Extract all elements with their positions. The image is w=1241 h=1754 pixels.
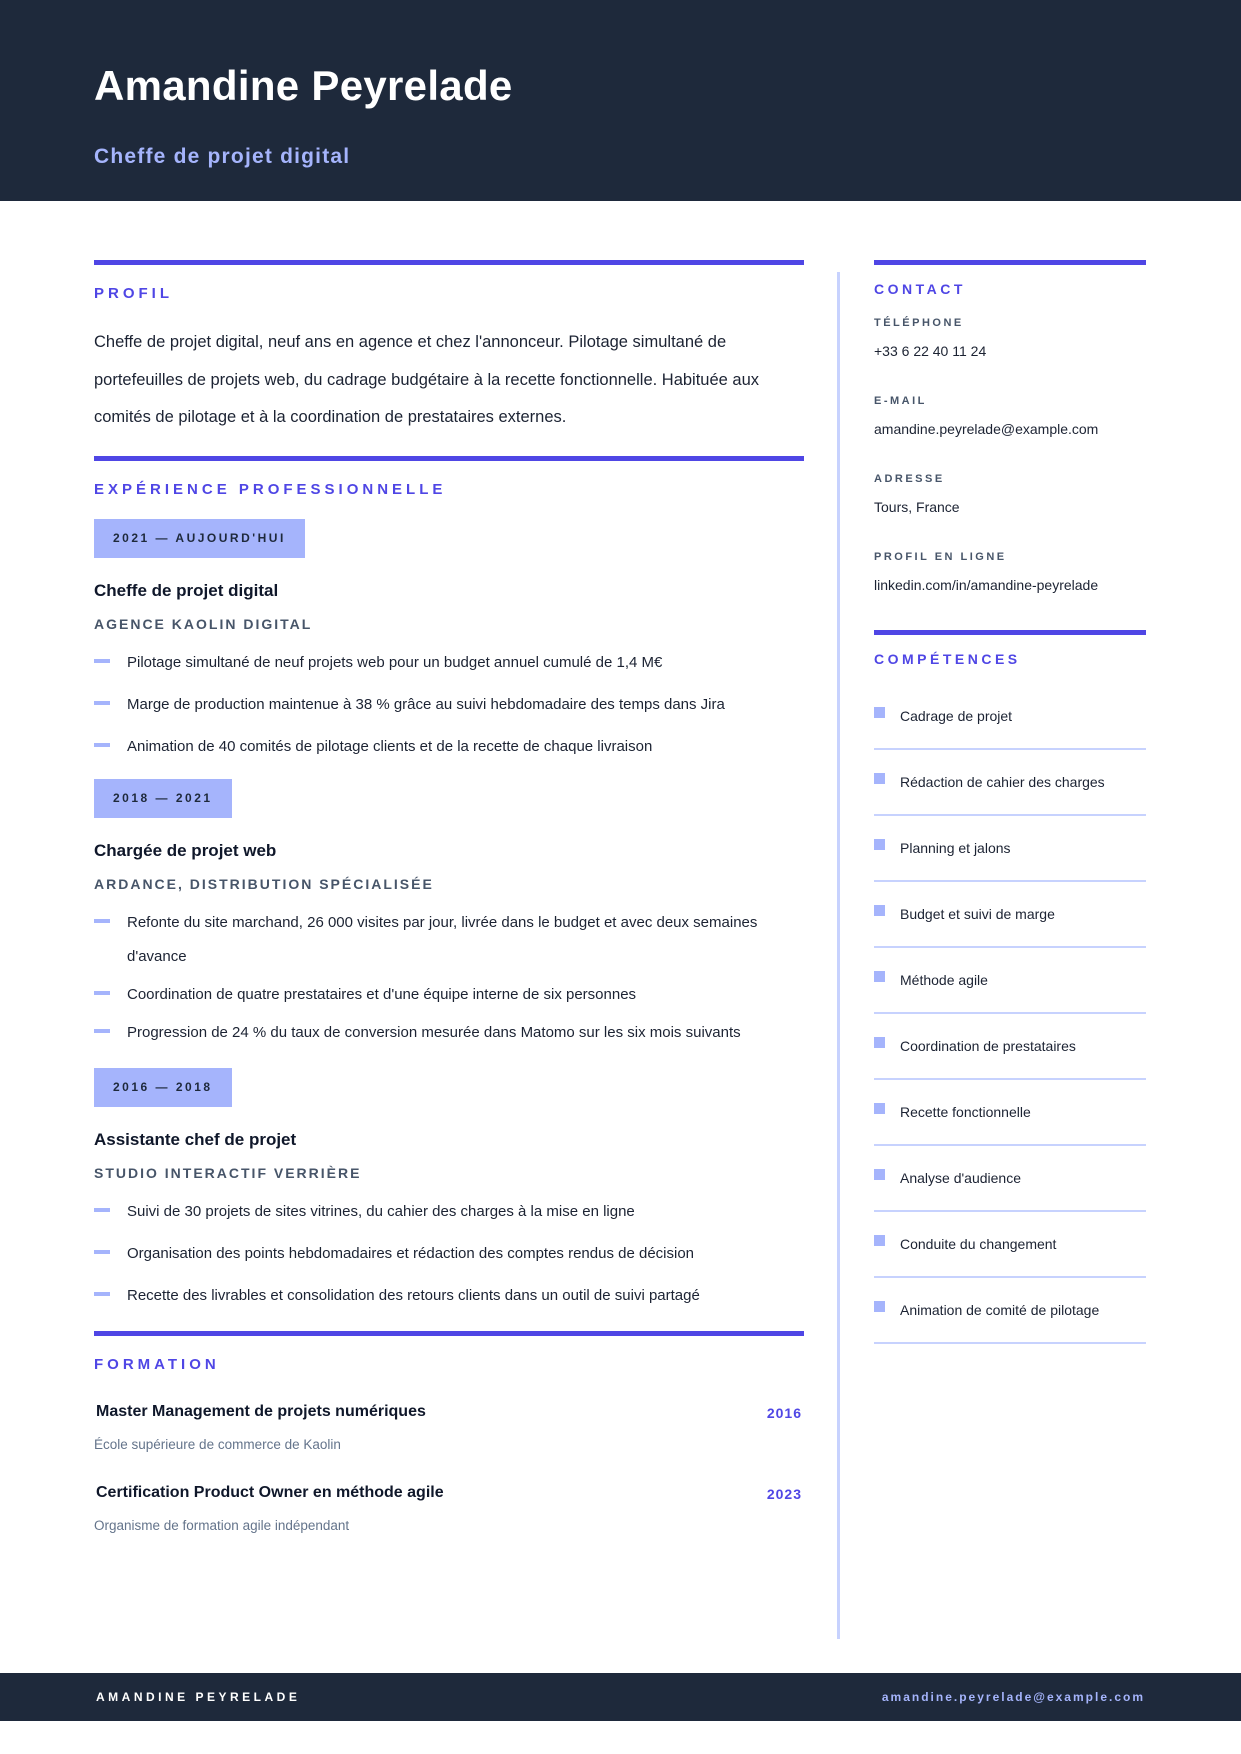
- job-company: ARDANCE, DISTRIBUTION SPÉCIALISÉE: [94, 875, 434, 892]
- job-bullet: Progression de 24 % du taux de conversion mesurée dans Matomo sur les six mois suivants: [94, 1016, 804, 1050]
- phone-label: TÉLÉPHONE: [874, 317, 964, 329]
- job-entry: [94, 1068, 804, 1313]
- job-title: Cheffe de projet digital: [94, 580, 279, 600]
- candidate-name: Amandine Peyrelade: [94, 62, 513, 109]
- skill-item: Animation de comité de pilotage: [874, 1278, 1146, 1344]
- job-period-badge: 2018 — 2021: [94, 779, 232, 818]
- job-company: STUDIO INTERACTIF VERRIÈRE: [94, 1164, 362, 1181]
- section-rule: [94, 1331, 804, 1336]
- candidate-role: Cheffe de projet digital: [94, 145, 351, 168]
- address-label: ADRESSE: [874, 473, 945, 485]
- resume-header: [0, 0, 1241, 201]
- education-year: 2023: [766, 1485, 802, 1502]
- job-bullet: Pilotage simultané de neuf projets web pour un budget annuel cumulé de 1,4 M€: [94, 646, 804, 680]
- job-entry: [94, 519, 804, 764]
- footer-name: AMANDINE PEYRELADE: [96, 1690, 301, 1704]
- skill-item: Méthode agile: [874, 948, 1146, 1014]
- main-column: [94, 260, 804, 1533]
- skill-item: Coordination de prestataires: [874, 1014, 1146, 1080]
- job-bullets: [94, 906, 804, 1050]
- education-entry: [94, 1403, 804, 1452]
- profile-heading: PROFIL: [94, 285, 173, 302]
- skill-item: Budget et suivi de marge: [874, 882, 1146, 948]
- job-bullet: Refonte du site marchand, 26 000 visites par jour, livrée dans le budget et avec deux semaines d'avance: [94, 906, 794, 974]
- phone-value: +33 6 22 40 11 24: [874, 343, 987, 359]
- job-bullet: Recette des livrables et consolidation des retours clients dans un outil de suivi partagé: [94, 1279, 804, 1313]
- job-company: AGENCE KAOLIN DIGITAL: [94, 615, 313, 632]
- job-title: Chargée de projet web: [94, 840, 277, 860]
- education-school: Organisme de formation agile indépendant: [94, 1517, 350, 1533]
- online-profile-label: PROFIL EN LIGNE: [874, 551, 1007, 563]
- address-value: Tours, France: [874, 499, 960, 515]
- job-period-badge: 2021 — AUJOURD'HUI: [94, 519, 305, 558]
- job-bullets: [94, 646, 804, 764]
- section-rule: [94, 456, 804, 461]
- skill-item: Planning et jalons: [874, 816, 1146, 882]
- skill-item: Cadrage de projet: [874, 684, 1146, 750]
- footer-email: amandine.peyrelade@example.com: [881, 1690, 1145, 1704]
- contact-heading: CONTACT: [874, 281, 966, 297]
- job-entry: [94, 779, 804, 1050]
- job-bullet: Coordination de quatre prestataires et d'une équipe interne de six personnes: [94, 978, 804, 1012]
- education-entry: [94, 1484, 804, 1533]
- skill-item: Analyse d'audience: [874, 1146, 1146, 1212]
- column-divider: [837, 272, 840, 1639]
- job-bullets: [94, 1195, 804, 1313]
- education-title: Master Management de projets numériques: [96, 1402, 426, 1420]
- education-heading: FORMATION: [94, 1355, 220, 1373]
- job-bullet: Marge de production maintenue à 38 % grâce au suivi hebdomadaire des temps dans Jira: [94, 688, 804, 722]
- education-year: 2016: [766, 1404, 802, 1421]
- section-rule: [874, 630, 1146, 635]
- job-bullet: Suivi de 30 projets de sites vitrines, du cahier des charges à la mise en ligne: [94, 1195, 804, 1229]
- email-value: amandine.peyrelade@example.com: [874, 421, 1099, 437]
- online-profile-value: linkedin.com/in/amandine-peyrelade: [874, 577, 1099, 593]
- skill-item: Rédaction de cahier des charges: [874, 750, 1146, 816]
- skills-list: [874, 684, 1146, 1344]
- education-school: École supérieure de commerce de Kaolin: [94, 1436, 341, 1452]
- sidebar: [874, 260, 1146, 1344]
- experience-heading: EXPÉRIENCE PROFESSIONNELLE: [94, 480, 447, 498]
- skill-item: Conduite du changement: [874, 1212, 1146, 1278]
- email-label: E-MAIL: [874, 395, 927, 407]
- job-period-badge: 2016 — 2018: [94, 1068, 232, 1107]
- profile-text: Cheffe de projet digital, neuf ans en agence et chez l'annonceur. Pilotage simultané de portefeuilles de projets web, du cadrage budgétaire à la recette fonctionnelle. Habituée aux comités de pilotage et à la coordination de prestataires externes.: [94, 333, 760, 426]
- skills-heading: COMPÉTENCES: [874, 651, 1021, 667]
- job-title: Assistante chef de projet: [94, 1129, 297, 1149]
- resume-footer: [0, 1673, 1241, 1721]
- education-title: Certification Product Owner en méthode agile: [96, 1483, 444, 1501]
- section-rule: [874, 260, 1146, 265]
- job-bullet: Animation de 40 comités de pilotage clients et de la recette de chaque livraison: [94, 730, 804, 764]
- skill-item: Recette fonctionnelle: [874, 1080, 1146, 1146]
- job-bullet: Organisation des points hebdomadaires et rédaction des comptes rendus de décision: [94, 1237, 804, 1271]
- section-rule: [94, 260, 804, 265]
